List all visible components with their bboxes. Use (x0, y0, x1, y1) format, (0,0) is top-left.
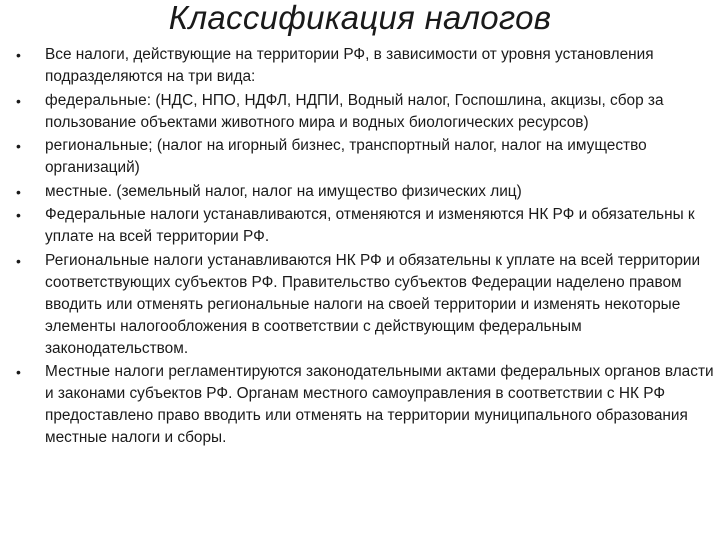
bullet-icon: • (16, 252, 21, 269)
item-text: (земельный налог, налог на имущество физических лиц) (112, 182, 522, 200)
item-text: налоги устанавливаются, отменяются и изменяются НК РФ и обязательны к уплате на всей территории РФ. (45, 206, 695, 245)
list-item (14, 181, 714, 203)
item-text: (налог на игорный бизнес, транспортный налог, налог на имущество организаций) (45, 137, 647, 176)
item-lead: региональные; (45, 137, 153, 154)
list-item (14, 90, 714, 134)
bullet-icon: • (16, 92, 21, 109)
list-item (14, 204, 714, 248)
item-lead: местные. (45, 182, 113, 200)
item-lead: федеральные: (45, 91, 152, 109)
slide-title: Классификация налогов (168, 0, 552, 36)
item-lead: Местные налоги (45, 363, 165, 380)
item-lead: Региональные налоги (45, 251, 204, 269)
bullet-icon: • (16, 364, 21, 380)
bullet-icon: • (16, 138, 21, 154)
bullet-icon: • (16, 47, 21, 63)
list-item (14, 250, 714, 360)
list-item (14, 135, 714, 179)
bullet-icon: • (16, 207, 21, 223)
list-item (14, 361, 714, 449)
list-item (14, 44, 714, 88)
item-text: Все налоги, действующие на территории РФ, в зависимости от уровня установления подразделяются на три вида: (45, 46, 654, 85)
bullet-icon: • (16, 183, 21, 200)
item-lead: Федеральные (45, 206, 146, 223)
item-text: устанавливаются НК РФ и обязательны к уплате на всей территории соответствующих субъектов РФ. Правительство субъектов Федерации наделено правом вводить или отменять региональные налоги на своей территории и изменять некоторые элементы налогообложения в соответствии с действующим федеральным законодательством. (45, 251, 701, 357)
item-text: регламентируются законодательными актами федеральных органов власти и законами субъектов РФ. Органам местного самоуправления в соответствии с НК РФ предоставлено право вводить или отменять на территории муниципального образования местные налоги и сборы. (45, 363, 714, 446)
item-text: (НДС, НПО, НДФЛ, НДПИ, Водный налог, Госпошлина, акцизы, сбор за пользование объектами животного мира и водных биологических ресурсов) (45, 91, 664, 131)
bullet-list (14, 44, 714, 451)
